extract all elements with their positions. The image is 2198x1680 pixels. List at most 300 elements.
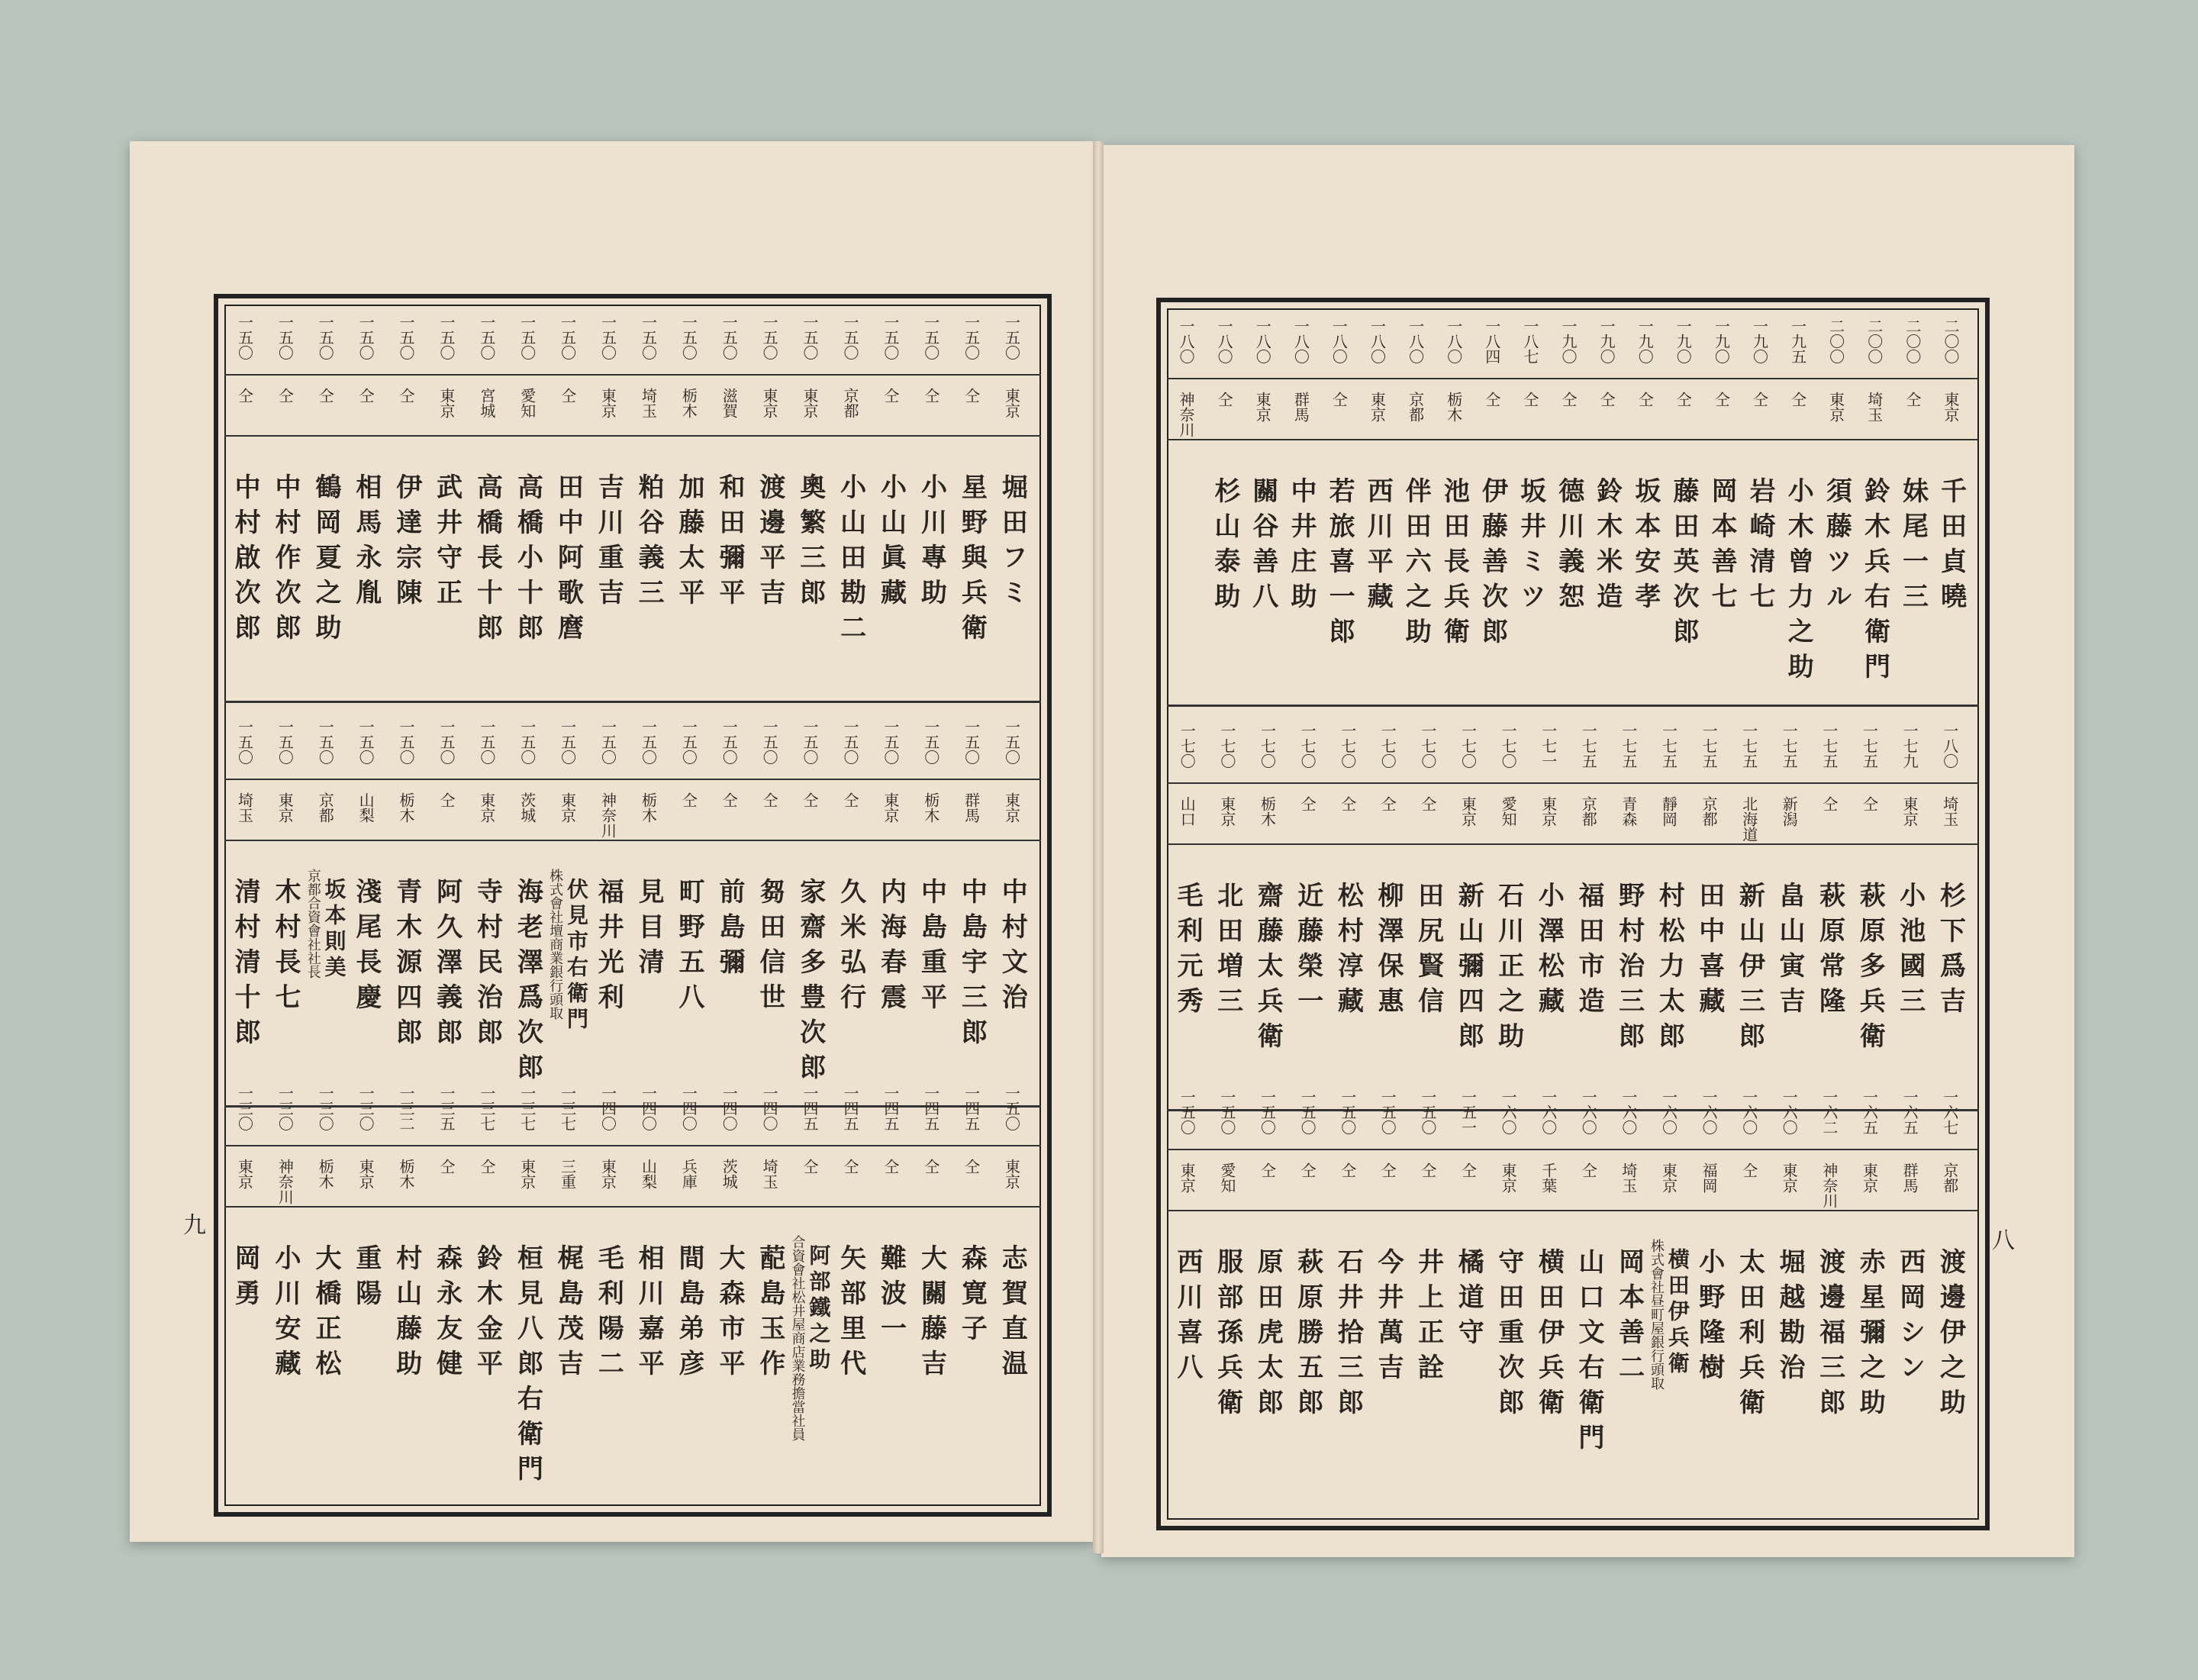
entry-column <box>628 710 668 983</box>
person-name: 太田利兵衛 <box>1734 1248 1765 1424</box>
company-note: 株式會社壇商業銀行頭取 <box>547 869 564 1020</box>
entry-column <box>1288 714 1327 1022</box>
entry-column <box>1890 714 1929 1022</box>
amount-label: 二〇〇 <box>1903 318 1922 364</box>
person-name: 寺村民治郎 <box>472 878 503 1053</box>
entry-column <box>952 1076 991 1349</box>
amount-label: 一九〇 <box>1750 318 1769 364</box>
entry-column <box>1893 309 1932 618</box>
entry-column <box>1810 1080 1849 1424</box>
prefecture-label: 埼玉 <box>1940 796 1959 827</box>
amount-label: 一五〇 <box>881 314 900 360</box>
entry-column <box>1242 309 1282 618</box>
entry-column <box>305 305 345 649</box>
prefecture-label: 仝 <box>1903 392 1922 407</box>
amount-label: 一八〇 <box>1368 318 1387 364</box>
entry-column <box>1769 714 1809 1022</box>
amount-label: 一五〇 <box>1418 1089 1437 1135</box>
amount-label: 一五〇 <box>235 719 254 765</box>
entry-column <box>1609 714 1648 1057</box>
prefecture-label: 栃木 <box>1444 392 1463 422</box>
entry-column <box>386 305 426 614</box>
person-name: 妹尾一三 <box>1897 477 1929 618</box>
amount-label: 一四〇 <box>720 1085 739 1131</box>
prefecture-label: 兵庫 <box>679 1159 698 1189</box>
prefecture-label: 山口 <box>1178 796 1197 827</box>
prefecture-label: 仝 <box>1788 392 1807 407</box>
person-name: 萩原多兵衛 <box>1855 882 1886 1057</box>
person-name: 中井庄助 <box>1286 477 1317 618</box>
prefecture-label: 茨城 <box>720 1159 739 1189</box>
person-name: 加藤太平 <box>674 473 705 614</box>
person-name: 横田伊兵衛 <box>1665 1248 1690 1378</box>
amount-label: 一七五 <box>1659 723 1678 769</box>
entry-column <box>1850 1080 1890 1424</box>
amount-label: 一八四 <box>1482 318 1501 364</box>
amount-label: 一九〇 <box>1559 318 1578 364</box>
prefecture-label: 靜岡 <box>1659 796 1678 827</box>
prefecture-label: 京都 <box>1579 796 1598 827</box>
person-name: 田尻賢信 <box>1413 882 1444 1022</box>
amount-label: 一五〇 <box>801 314 820 360</box>
amount-label: 一七〇 <box>1378 723 1397 769</box>
amount-label: 一五〇 <box>679 719 698 765</box>
person-name: 岡本善二 <box>1613 1248 1645 1388</box>
person-name: 大森市平 <box>714 1244 745 1385</box>
person-name: 田中喜藏 <box>1694 882 1725 1022</box>
prefecture-label: 仝 <box>881 388 900 403</box>
entry-column <box>1729 714 1769 1057</box>
amount-label: 一七五 <box>1700 723 1719 769</box>
person-name: 星野與兵衛 <box>956 473 988 649</box>
prefecture-label: 東京 <box>1002 792 1021 823</box>
amount-label: 一五〇 <box>235 314 254 360</box>
person-name: 畠山寅吉 <box>1774 882 1805 1022</box>
amount-label: 一五〇 <box>760 719 779 765</box>
entry-column <box>749 710 789 1018</box>
entry-column <box>1207 714 1247 1022</box>
prefecture-label: 仝 <box>1750 392 1769 407</box>
entry-column <box>830 305 870 649</box>
prefecture-label: 東京 <box>1458 796 1478 827</box>
person-name: 福田市造 <box>1573 882 1604 1022</box>
amount-label: 一九〇 <box>1636 318 1655 364</box>
person-name: 若旅喜一郎 <box>1324 477 1355 653</box>
person-name: 青木源四郎 <box>391 878 422 1053</box>
table-rule <box>1167 705 1979 707</box>
entry-column <box>1729 1080 1769 1424</box>
entry-column <box>1810 714 1849 1022</box>
amount-label: 一五〇 <box>598 314 617 360</box>
amount-label: 一五〇 <box>517 314 537 360</box>
prefecture-label: 滋賀 <box>720 388 739 418</box>
entry-column <box>1408 714 1448 1022</box>
entry-column <box>790 305 830 614</box>
person-name: 守田重次郎 <box>1493 1248 1524 1424</box>
prefecture-label: 山梨 <box>356 792 375 823</box>
amount-label: 一六〇 <box>1659 1089 1678 1135</box>
prefecture-label: 埼玉 <box>1864 392 1884 422</box>
entry-column <box>1816 309 1856 618</box>
person-name: 堀越勘治 <box>1774 1248 1805 1388</box>
entry-column <box>1568 714 1608 1022</box>
person-name: 坂本則美 <box>321 878 347 982</box>
entry-column <box>305 710 345 982</box>
entry-column <box>1319 309 1358 653</box>
amount-label: 一五〇 <box>1378 1089 1397 1135</box>
entry-column <box>1167 714 1207 1022</box>
person-name: 田中阿歌麿 <box>553 473 584 649</box>
person-name: 中村作次郎 <box>270 473 301 649</box>
entry-column <box>1472 309 1512 653</box>
amount-label: 一七〇 <box>1499 723 1518 769</box>
person-name: 重陽 <box>350 1244 382 1314</box>
amount-label: 一三五 <box>437 1085 456 1131</box>
person-name: 蓜島玉作 <box>754 1244 785 1385</box>
prefecture-label: 仝 <box>1378 1162 1397 1178</box>
prefecture-label: 仝 <box>840 1159 859 1174</box>
person-name: 梶島茂吉 <box>553 1244 584 1385</box>
entry-column <box>346 305 385 614</box>
prefecture-label: 東京 <box>1539 796 1558 827</box>
amount-label: 一四五 <box>921 1085 940 1131</box>
prefecture-label: 東京 <box>1900 796 1919 827</box>
person-name: 前島彌 <box>714 878 745 983</box>
person-name: 池田長兵衛 <box>1439 477 1470 653</box>
person-name: 木村長七 <box>270 878 301 1018</box>
amount-label: 一五〇 <box>397 314 416 360</box>
prefecture-label: 東京 <box>1002 1159 1021 1189</box>
prefecture-label: 仝 <box>1674 392 1693 407</box>
entry-column <box>224 1076 264 1314</box>
person-name: 山口文右衛門 <box>1573 1248 1604 1459</box>
prefecture-label: 栃木 <box>679 388 698 418</box>
entry-column <box>265 710 305 1018</box>
prefecture-label: 群馬 <box>1291 392 1310 422</box>
entry-column <box>1855 309 1894 688</box>
entry-column <box>1529 714 1568 1022</box>
person-name: 福井光利 <box>593 878 624 1018</box>
prefecture-label: 仝 <box>1338 796 1357 811</box>
entry-column <box>1663 309 1703 653</box>
entry-column <box>427 710 466 1053</box>
prefecture-label: 栃木 <box>921 792 940 823</box>
person-name: 小木曾力之助 <box>1783 477 1814 688</box>
amount-label: 一五〇 <box>598 719 617 765</box>
prefecture-label: 仝 <box>356 388 375 403</box>
person-name: 淺尾長慶 <box>350 878 382 1018</box>
prefecture-label: 愛知 <box>517 388 537 418</box>
prefecture-label: 京都 <box>1406 392 1425 422</box>
entry-column <box>911 710 951 1018</box>
person-name: 伴田六之助 <box>1400 477 1432 653</box>
amount-label: 一五〇 <box>477 719 496 765</box>
prefecture-label: 東京 <box>1217 796 1236 827</box>
entry-column <box>1328 714 1368 1022</box>
prefecture-label: 仝 <box>1597 392 1616 407</box>
person-name: 大關藤吉 <box>916 1244 947 1385</box>
entry-column <box>548 1076 588 1385</box>
prefecture-label: 仝 <box>720 792 739 808</box>
entry-column <box>1368 714 1407 1022</box>
entry-column <box>669 710 708 1018</box>
amount-label: 一四五 <box>801 1085 820 1131</box>
prefecture-label: 千葉 <box>1539 1162 1558 1193</box>
amount-label: 一五〇 <box>517 719 537 765</box>
person-name: 矢部里代 <box>835 1244 866 1385</box>
prefecture-label: 北海道 <box>1739 796 1758 842</box>
prefecture-label: 東京 <box>1826 392 1845 422</box>
amount-label: 一四五 <box>840 1085 859 1131</box>
person-name: 海老澤爲次郎 <box>512 878 543 1088</box>
entry-column <box>467 710 507 1053</box>
prefecture-label: 仝 <box>1482 392 1501 407</box>
entry-column <box>548 710 588 1033</box>
prefecture-label: 仝 <box>1298 1162 1317 1178</box>
entry-column <box>265 1076 305 1385</box>
entry-column <box>669 1076 708 1385</box>
person-name: 柳澤保惠 <box>1372 882 1404 1022</box>
prefecture-label: 仝 <box>276 388 295 403</box>
amount-label: 一五〇 <box>437 719 456 765</box>
prefecture-label: 仝 <box>1712 392 1731 407</box>
prefecture-label: 栃木 <box>397 1159 416 1189</box>
entry-column <box>1625 309 1665 618</box>
prefecture-label: 仝 <box>801 792 820 808</box>
entry-column <box>346 1076 385 1314</box>
entry-column <box>1689 714 1729 1022</box>
person-name: 小山田勘二 <box>835 473 866 649</box>
entry-column <box>467 1076 507 1385</box>
entry-column <box>1930 1080 1970 1424</box>
person-name: 清村清十郎 <box>230 878 261 1053</box>
amount-label: 一七〇 <box>1217 723 1236 769</box>
person-name: 中村文治 <box>997 878 1028 1018</box>
amount-label: 一五〇 <box>801 719 820 765</box>
amount-label: 一五〇 <box>1002 1085 1021 1131</box>
amount-label: 一六〇 <box>1700 1089 1719 1135</box>
amount-label: 一八〇 <box>1444 318 1463 364</box>
prefecture-label: 仝 <box>1329 392 1349 407</box>
entry-column <box>224 710 264 1053</box>
person-name: 小野隆樹 <box>1694 1248 1725 1388</box>
entry-column <box>1739 309 1779 618</box>
prefecture-label: 東京 <box>801 388 820 418</box>
prefecture-label: 新潟 <box>1780 796 1799 827</box>
entry-column <box>830 1076 870 1385</box>
amount-label: 一八〇 <box>1406 318 1425 364</box>
entry-column <box>1510 309 1550 618</box>
person-name: 相馬永胤 <box>350 473 382 614</box>
person-name: 小山眞藏 <box>875 473 907 614</box>
person-name: 橘道守 <box>1453 1248 1484 1353</box>
person-name: 伊藤善次郎 <box>1477 477 1508 653</box>
amount-label: 一七五 <box>1819 723 1839 769</box>
prefecture-label: 仝 <box>437 792 456 808</box>
prefecture-label: 仝 <box>1298 796 1317 811</box>
person-name: 森寛子 <box>956 1244 988 1349</box>
amount-label: 一五〇 <box>558 314 577 360</box>
prefecture-label: 仝 <box>1579 1162 1598 1178</box>
prefecture-label: 京都 <box>1700 796 1719 827</box>
amount-label: 一六〇 <box>1579 1089 1598 1135</box>
person-name: 西岡シン <box>1894 1248 1926 1388</box>
person-name: 杉下爲吉 <box>1935 882 1966 1022</box>
amount-label: 一五〇 <box>397 719 416 765</box>
amount-label: 一五〇 <box>921 314 940 360</box>
amount-label: 二〇〇 <box>1941 318 1960 364</box>
amount-label: 一七五 <box>1579 723 1598 769</box>
prefecture-label: 仝 <box>921 1159 940 1174</box>
amount-label: 一五〇 <box>477 314 496 360</box>
entry-column <box>790 710 830 1088</box>
person-name: 鶴岡夏之助 <box>310 473 341 649</box>
entry-column <box>1167 1080 1207 1388</box>
entry-column <box>1358 309 1397 618</box>
entry-column <box>749 1076 789 1385</box>
entry-column <box>305 1076 345 1385</box>
prefecture-label: 福岡 <box>1700 1162 1719 1193</box>
prefecture-label: 東京 <box>477 792 496 823</box>
amount-label: 一五〇 <box>276 719 295 765</box>
entry-column <box>1449 1080 1488 1353</box>
person-name: 高橋長十郎 <box>472 473 503 649</box>
prefecture-label: 神奈川 <box>276 1159 295 1204</box>
prefecture-label: 埼玉 <box>760 1159 779 1189</box>
amount-label: 一七五 <box>1739 723 1758 769</box>
amount-label: 一八〇 <box>1940 723 1959 769</box>
company-note: 合資會社松井屋商店業務擔當社員 <box>789 1235 806 1441</box>
entry-column <box>1288 1080 1327 1424</box>
amount-label: 一三〇 <box>316 1085 335 1131</box>
entry-column <box>508 305 547 649</box>
amount-label: 一五〇 <box>639 719 658 765</box>
prefecture-label: 東京 <box>1002 388 1021 418</box>
entry-column <box>709 305 749 614</box>
prefecture-label: 愛知 <box>1499 796 1518 827</box>
entry-column <box>548 305 588 649</box>
prefecture-label: 神奈川 <box>1177 392 1196 437</box>
prefecture-label: 東京 <box>598 388 617 418</box>
prefecture-label: 栃木 <box>316 1159 335 1189</box>
entry-column <box>1568 1080 1608 1459</box>
prefecture-label: 東京 <box>1178 1162 1197 1193</box>
person-name: 毛利陽二 <box>593 1244 624 1385</box>
prefecture-label: 埼玉 <box>235 792 254 823</box>
person-name: 岩崎清七 <box>1745 477 1776 618</box>
amount-label: 一七〇 <box>1338 723 1357 769</box>
prefecture-label: 埼玉 <box>639 388 658 418</box>
prefecture-label: 東京 <box>517 1159 537 1189</box>
prefecture-label: 東京 <box>881 792 900 823</box>
person-name: 家齋多豊次郎 <box>794 878 826 1088</box>
person-name: 中島重平 <box>916 878 947 1018</box>
prefecture-label: 神奈川 <box>1819 1162 1839 1208</box>
prefecture-label: 仝 <box>921 388 940 403</box>
amount-label: 一五〇 <box>881 719 900 765</box>
entry-column <box>628 1076 668 1385</box>
prefecture-label: 栃木 <box>397 792 416 823</box>
amount-label: 一五〇 <box>639 314 658 360</box>
entry-column <box>1434 309 1474 653</box>
amount-label: 一五〇 <box>437 314 456 360</box>
entry-column <box>588 710 628 1018</box>
person-name: 北田増三 <box>1212 882 1243 1022</box>
person-name: 坂井ミツ <box>1515 477 1546 618</box>
prefecture-label: 京都 <box>316 792 335 823</box>
entry-column <box>1408 1080 1448 1388</box>
prefecture-label: 仝 <box>558 388 577 403</box>
table-rule <box>224 701 1041 703</box>
prefecture-label: 仝 <box>1559 392 1578 407</box>
right-page-number: 八 <box>1992 1227 2015 1254</box>
entry-column <box>628 305 668 614</box>
amount-label: 一七一 <box>1539 723 1558 769</box>
amount-label: 一八〇 <box>1177 318 1196 364</box>
person-name: 新山彌四郎 <box>1453 882 1484 1057</box>
entry-column <box>830 710 870 1018</box>
amount-label: 一五〇 <box>1217 1089 1236 1135</box>
amount-label: 一五〇 <box>921 719 940 765</box>
prefecture-label: 仝 <box>1338 1162 1357 1178</box>
entry-column <box>1649 714 1689 1057</box>
amount-label: 一四〇 <box>679 1085 698 1131</box>
person-name: 岡勇 <box>230 1244 261 1314</box>
prefecture-label: 仝 <box>477 1159 496 1174</box>
prefecture-label: 東京 <box>1941 392 1960 422</box>
company-note: 株式會社昼町屋銀行頭取 <box>1648 1239 1665 1390</box>
person-name: 西川平藏 <box>1362 477 1394 618</box>
amount-label: 一五〇 <box>356 314 375 360</box>
prefecture-label: 仝 <box>1418 1162 1437 1178</box>
amount-label: 一四〇 <box>639 1085 658 1131</box>
prefecture-label: 茨城 <box>517 792 537 823</box>
person-name: 萩原勝五郎 <box>1292 1248 1323 1424</box>
person-name: 服部孫兵衛 <box>1212 1248 1243 1424</box>
person-name: 石川正之助 <box>1493 882 1524 1057</box>
entry-column <box>1609 1080 1648 1388</box>
person-name: 千田貞曉 <box>1935 477 1967 618</box>
person-name: 新山伊三郎 <box>1734 882 1765 1057</box>
entry-column <box>1396 309 1436 653</box>
person-name: 鈴木金平 <box>472 1244 503 1385</box>
amount-label: 一五〇 <box>276 314 295 360</box>
person-name: 小池國三 <box>1894 882 1926 1022</box>
amount-label: 一七〇 <box>1178 723 1197 769</box>
entry-column <box>427 305 466 614</box>
person-name: 德川義恕 <box>1553 477 1584 618</box>
amount-label: 一八〇 <box>1215 318 1234 364</box>
prefecture-label: 東京 <box>437 388 456 418</box>
amount-label: 一七〇 <box>1258 723 1277 769</box>
person-name: 和田彌平 <box>714 473 745 614</box>
prefecture-label: 東京 <box>276 792 295 823</box>
person-name: 赤星彌之助 <box>1855 1248 1886 1424</box>
left-page-number: 九 <box>183 1212 206 1239</box>
prefecture-label: 栃木 <box>639 792 658 823</box>
amount-label: 一六〇 <box>1619 1089 1638 1135</box>
amount-label: 一五〇 <box>840 314 859 360</box>
entry-column <box>1587 309 1626 618</box>
person-name: 小澤松藏 <box>1533 882 1565 1022</box>
person-name: 相川嘉平 <box>633 1244 665 1385</box>
person-name: 村松力太郎 <box>1654 882 1685 1057</box>
prefecture-label: 仝 <box>1458 1162 1478 1178</box>
person-name: 堀田フミ <box>997 473 1028 614</box>
entry-column <box>1248 714 1288 1057</box>
person-name: 鈴木兵右衛門 <box>1859 477 1890 688</box>
entry-column <box>1649 1080 1689 1390</box>
